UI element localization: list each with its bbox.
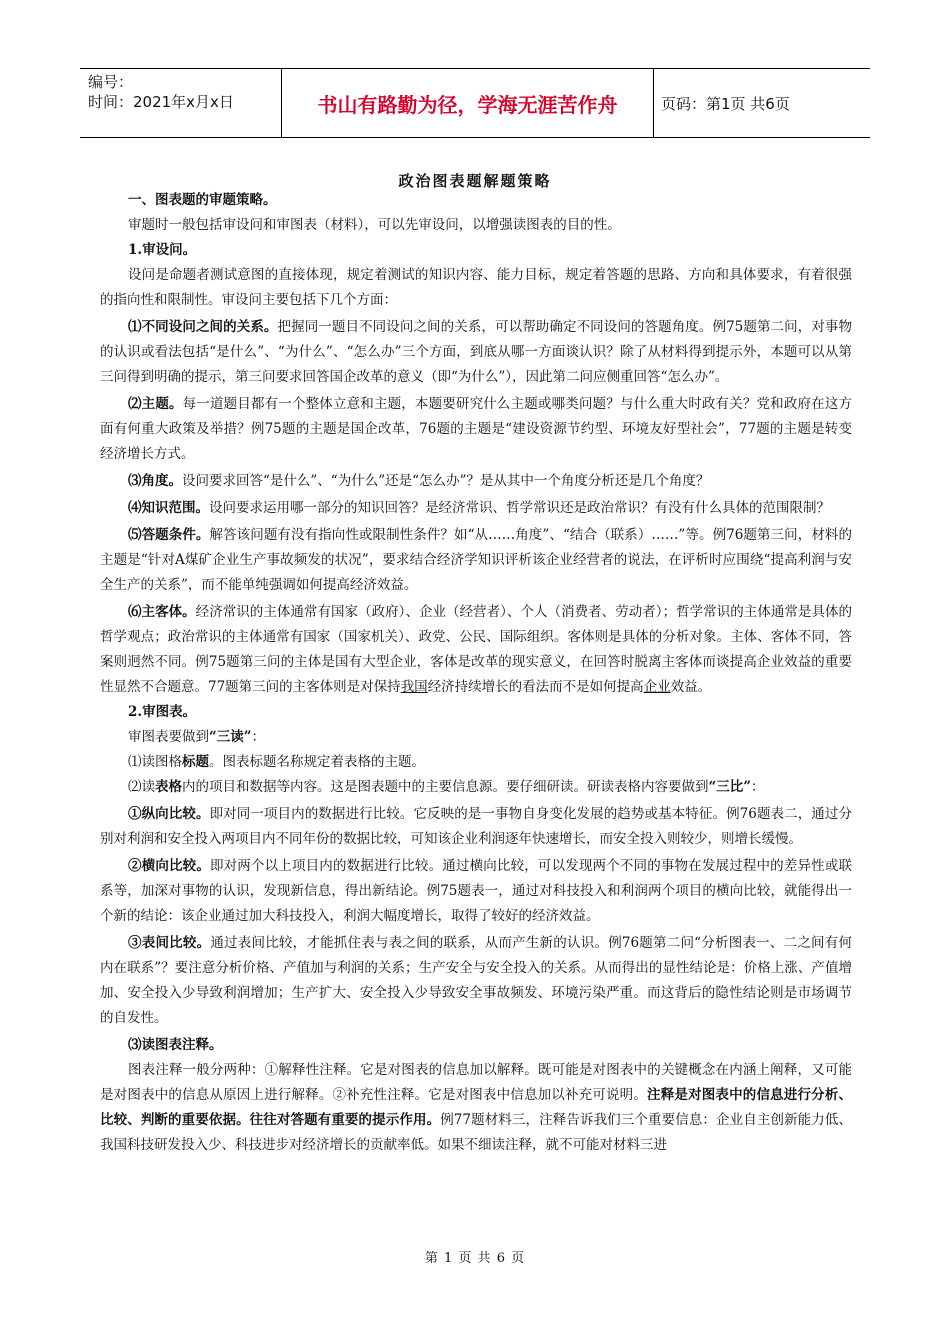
item-text: 经济持续增长的看法而不是如何提高: [427, 679, 644, 695]
item-title: ⑹主客体。: [128, 604, 196, 620]
section-intro: 审题时一般包括审设问和审图表（材料），可以先审设问，以增强读图表的目的性。: [128, 217, 621, 233]
text: 审图表要做到: [128, 729, 209, 745]
list-item: [100, 392, 852, 467]
list-item: [100, 523, 852, 598]
document-title: 政治图表题解题策略: [398, 172, 552, 190]
list-item: [100, 315, 852, 390]
item-title: ⑴不同设问之间的关系。: [128, 319, 278, 335]
emphasis: 表格: [155, 779, 182, 795]
item-text: 每一道题目都有一个整体立意和主题，本题要研究什么主题或哪类问题？与什么重大时政有关？党和政府在这方面有何重大政策及举措？例75题的主题是国企改革，76题的主题是“建设资源节约型、环境友好型社会”，77题的主题是转变经济增长方式。: [100, 396, 853, 462]
paragraph: 设问是命题者测试意图的直接体现，规定着测试的知识内容、能力目标，规定着答题的思路、方向和具体要求，有着很强的指向性和限制性。审设问主要包括下几个方面：: [100, 267, 852, 308]
item-text: 即对两个以上项目内的数据进行比较。通过横向比较，可以发现两个不同的事物在发展过程中的差异性或联系等，加深对事物的认识，发现新信息，得出新结论。例75题表一，通过对科技投入和利润两个项目的横向比较，就能得出一个新的结论：该企业通过加大科技投入，利润大幅度增长，取得了较好的经济效益。: [100, 858, 853, 924]
text: ：: [251, 729, 266, 745]
paragraph: [100, 725, 852, 750]
list-item: [100, 496, 852, 521]
item-text: 通过表间比较，才能抓住表与表之间的联系，从而产生新的认识。例76题第二问“分析图表一、二之间有何内在联系”？要注意分析价格、产值加与利润的关系；生产安全与安全投入的关系。从而得出的显性结论是：价格上涨、产值增加、安全投入少导致利润增加；生产扩大、安全投入少导致安全事故频发、环境污染严重。而这背后的隐性结论则是市场调节的自发性。: [100, 935, 852, 1026]
page-footer: 第 1 页 共 6 页: [424, 1251, 526, 1266]
text: ⑵读: [128, 779, 155, 795]
emphasis: “三读”: [209, 729, 252, 745]
emphasis: “三比”: [708, 779, 752, 795]
item-text: 即对同一项目内的数据进行比较。它反映的是一事物自身变化发展的趋势或基本特征。例76题表二，通过分别对利润和安全投入两项目内不同年份的数据比较，可知该企业利润逐年快速增长，而安全投入则较少，则增长缓慢。: [100, 806, 852, 847]
text: 。图表标题名称规定着表格的主题。: [209, 754, 425, 770]
paragraph: [100, 750, 852, 775]
subsection-heading: 2.审图表。: [128, 704, 197, 720]
text: ：: [751, 779, 765, 795]
underlined-text: 企业: [643, 679, 671, 695]
item-text: 经济常识的主体通常有国家（政府）、企业（经营者）、个人（消费者、劳动者）；哲学常识的主体通常是具体的哲学观点；政治常识的主体通常有国家（国家机关）、政党、公民、国际组织。客体则是具体的分析对象。主体、客体不同，答案则迥然不同。例75题第三问的主体是国有大型企业，客体是改革的现实意义，在回答时脱离主客体而谈提高企业效益的重要性显然不合题意。77题第三问的主客体则是对保持: [100, 604, 853, 695]
item-title: ⑷知识范围。: [128, 500, 209, 516]
header-motto: 书山有路勤为径，学海无涯苦作舟: [282, 69, 654, 137]
number-label: 编号：: [88, 73, 134, 91]
text: 例77题材料三，注释告诉我们三个重要信息：企业自主创新能力低、我国科技研发投入少、科技进步对经济增长的贡献率低。如果不细读注释，就不可能对材料三进: [100, 1112, 853, 1153]
emphasis: 注释是对图表中的信息进行分析、比较、判断的重要依据。往往对答题有重要的提示作用。: [100, 1087, 853, 1128]
item-text: 效益。: [670, 679, 712, 695]
item-title: ①纵向比较。: [128, 806, 210, 822]
document-body: [100, 188, 852, 1158]
list-item: [100, 469, 852, 494]
page-header: [80, 68, 870, 138]
item-text: 解答该问题有没有指向性或限制性条件？如“从……角度”、“结合（联系）……”等。例76题第三问，材料的主题是“针对A煤矿企业生产事故频发的状况”，要求结合经济学知识评析该企业经营者的说法，在评析时应围绕“提高利润与安全生产的关系”，而不能单纯强调如何提高经济效益。: [100, 527, 852, 593]
paragraph: [100, 775, 852, 800]
emphasis: 标题: [182, 754, 209, 770]
item-title: ⑵主题。: [128, 396, 183, 412]
header-meta: [80, 69, 282, 137]
list-item: [100, 802, 852, 852]
subsection-heading: ⑶读图表注释。: [128, 1037, 223, 1053]
item-title: ⑸答题条件。: [128, 527, 210, 543]
item-title: ②横向比较。: [128, 858, 210, 874]
item-title: ⑶角度。: [128, 473, 182, 489]
date-label: 时间：2021年x月x日: [88, 93, 234, 111]
subsection-heading: 1.审设问。: [128, 242, 197, 258]
text: 内的项目和数据等内容。这是图表题中的主要信息源。要仔细研读。研读表格内容要做到: [182, 779, 709, 795]
underlined-text: 我国: [400, 679, 428, 695]
text: ⑴读图格: [128, 754, 182, 770]
paragraph: [100, 1058, 852, 1158]
item-text: 设问要求运用哪一部分的知识回答？是经济常识、哲学常识还是政治常识？有没有什么具体的范围限制？: [209, 500, 830, 516]
header-page-info: 页码：第1页 共6页: [661, 94, 790, 113]
list-item: [100, 600, 852, 700]
item-text: 设问要求回答“是什么”、“为什么”还是“怎么办”？是从其中一个角度分析还是几个角度？: [182, 473, 710, 489]
section-heading: 一、图表题的审题策略。: [128, 192, 277, 208]
text: 图表注释一般分两种：①解释性注释。它是对图表的信息加以解释。既可能是对图表中的关键概念在内涵上阐释，又可能是对图表中的信息从原因上进行解释。②补充性注释。它是对图表中信息加以补充可说明。: [100, 1062, 852, 1103]
item-title: ③表间比较。: [128, 935, 211, 951]
list-item: [100, 854, 852, 929]
item-text: 把握同一题目不同设问之间的关系，可以帮助确定不同设问的答题角度。例75题第二问，对事物的认识或看法包括“是什么”、“为什么”、“怎么办”三个方面，到底从哪一方面谈认识？除了从材料得到提示外，本题可以从第三问得到明确的提示，第三问要求回答国企改革的意义（即“为什么”），因此第二问应侧重回答“怎么办”。: [100, 319, 853, 385]
list-item: [100, 931, 852, 1031]
